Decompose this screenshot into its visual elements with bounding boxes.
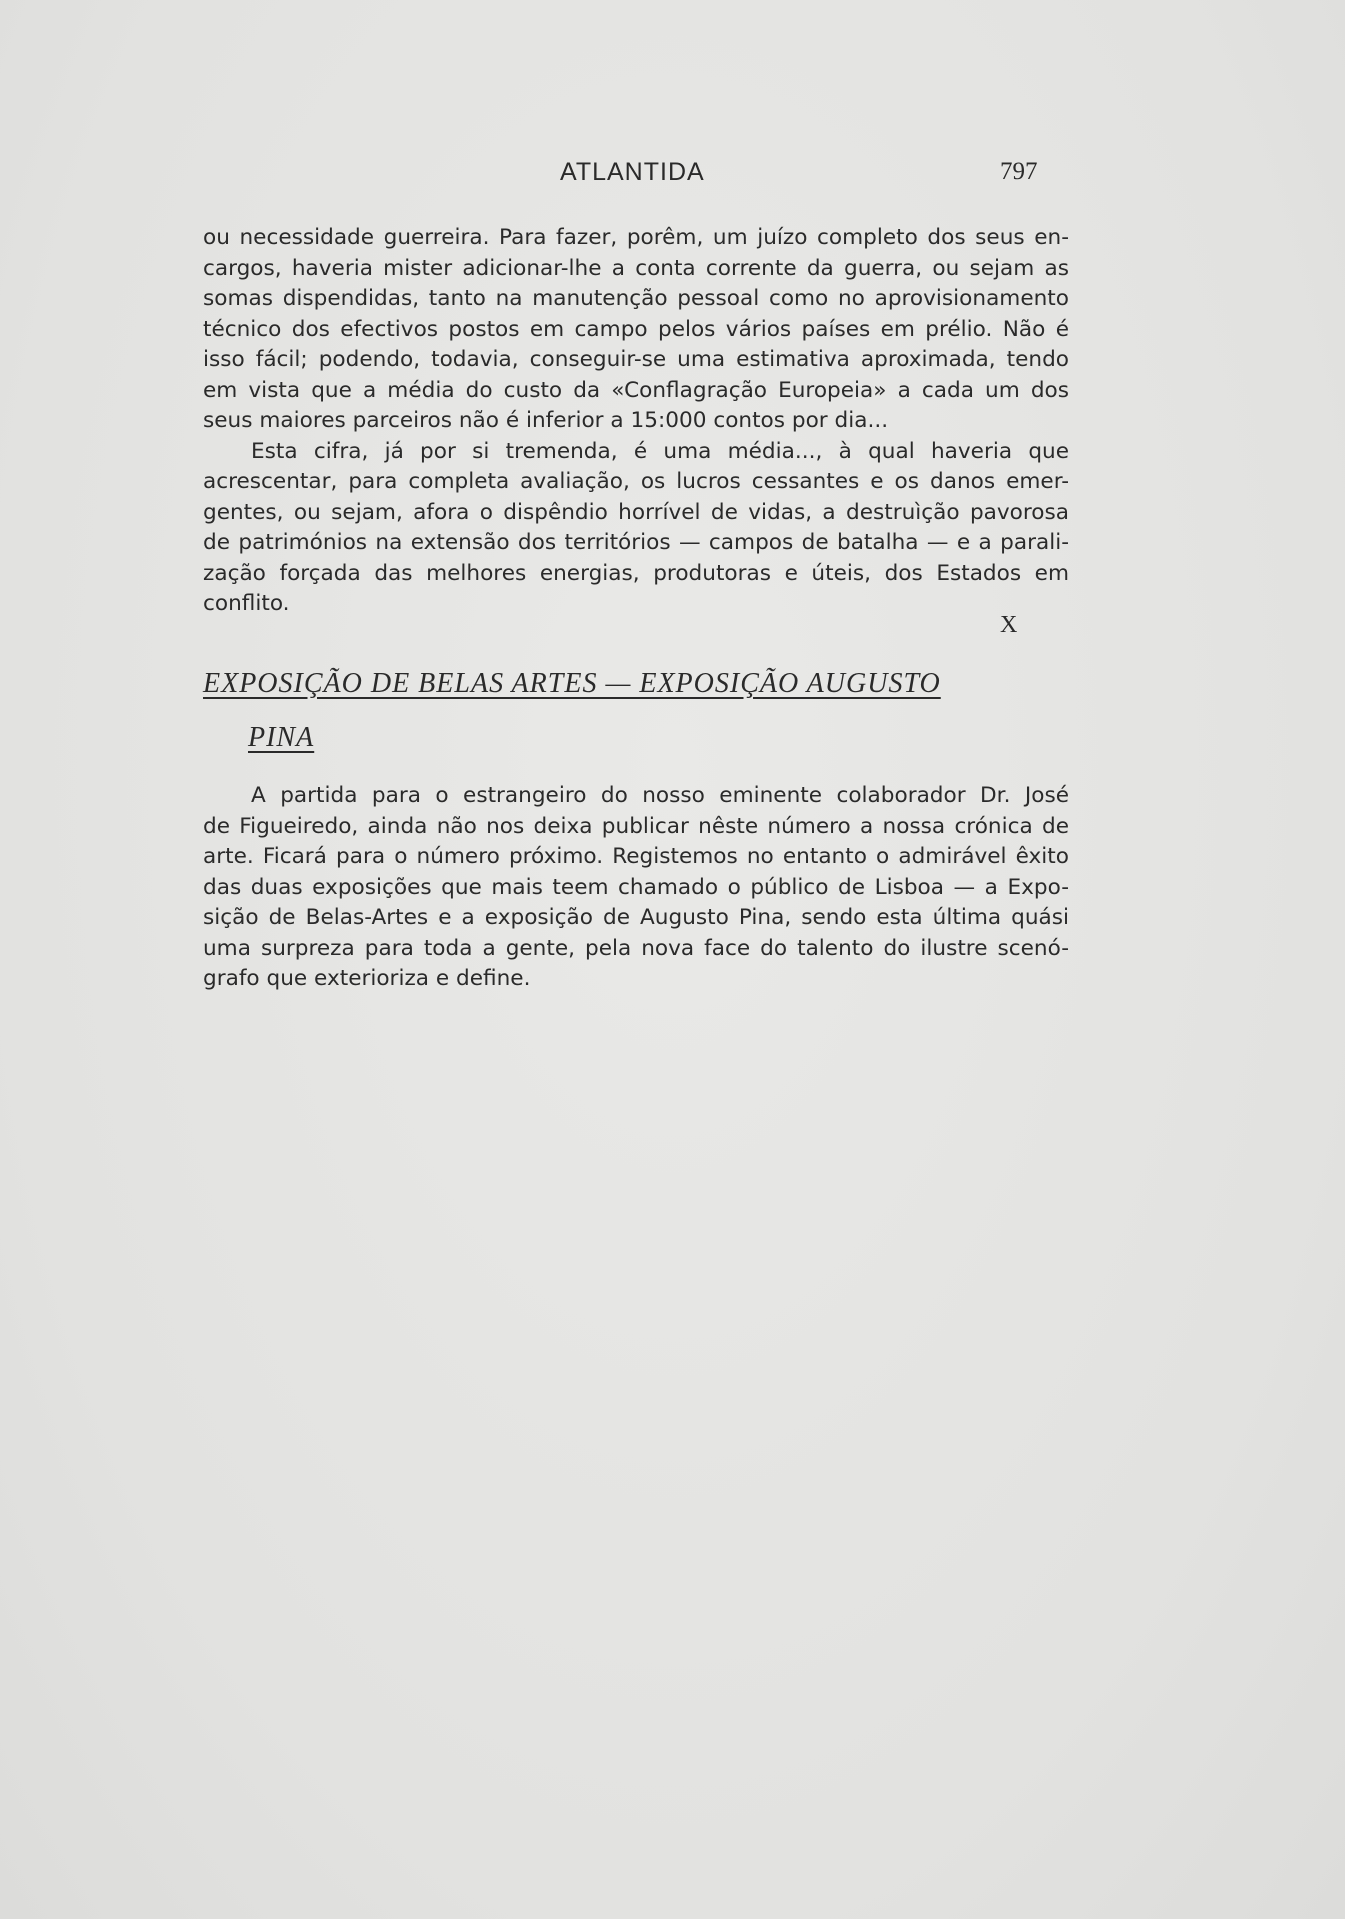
text-line: das duas exposições que mais teem chamado o público de Lisboa — a Expo- — [203, 874, 1069, 900]
text-line: de Figueiredo, ainda não nos deixa publicar nêste número a nossa crónica de — [203, 813, 1069, 839]
text-line: grafo que exterioriza e define. — [203, 966, 531, 991]
text-line: de patrimónios na extensão dos territórios — campos de batalha — e a parali- — [203, 530, 1069, 555]
article-signature: X — [1000, 612, 1018, 638]
text-line: gentes, ou sejam, afora o dispêndio horrível de vidas, a destruìção pavorosa — [203, 499, 1069, 525]
text-line: cargos, haveria mister adicionar-lhe a conta corrente da guerra, ou sejam as — [203, 255, 1069, 281]
article-paragraph — [203, 223, 1069, 620]
section-title-line-2: PINA — [248, 722, 315, 753]
text-line: conflito. — [203, 591, 290, 616]
text-line: uma surpreza para toda a gente, pela nova face do talento do ilustre scenó- — [203, 935, 1069, 961]
section-title-line-1: EXPOSIÇÃO DE BELAS ARTES — EXPOSIÇÃO AUGUSTO — [203, 668, 941, 699]
text-line: zação forçada das melhores energias, produtoras e úteis, dos Estados em — [203, 560, 1069, 586]
section-title — [203, 668, 1069, 754]
text-line: técnico dos efectivos postos em campo pelos vários países em prélio. Não é — [203, 316, 1069, 342]
text-line: ou necessidade guerreira. Para fazer, porêm, um juízo completo dos seus en- — [203, 225, 1069, 250]
text-line: acrescentar, para completa avaliação, os lucros cessantes e os danos emer- — [203, 469, 1069, 494]
running-header: ATLANTIDA — [560, 158, 705, 186]
section-paragraph — [203, 781, 1069, 995]
text-line: seus maiores parceiros não é inferior a 15:000 contos por dia... — [203, 408, 889, 433]
text-line: arte. Ficará para o número próximo. Registemos no entanto o admirável êxito — [203, 844, 1069, 869]
text-line: em vista que a média do custo da «Conflagração Europeia» a cada um dos — [203, 377, 1069, 403]
text-line: somas dispendidas, tanto na manutenção pessoal como no aprovisionamento — [203, 286, 1069, 311]
text-line: A partida para o estrangeiro do nosso eminente colaborador Dr. José — [251, 783, 1069, 808]
text-line: Esta cifra, já por si tremenda, é uma média..., à qual haveria que — [251, 438, 1069, 464]
text-line: sição de Belas-Artes e a exposição de Augusto Pina, sendo esta última quási — [203, 905, 1069, 930]
page-number: 797 — [1000, 158, 1038, 185]
text-line: isso fácil; podendo, todavia, conseguir-se uma estimativa aproximada, tendo — [203, 347, 1069, 372]
